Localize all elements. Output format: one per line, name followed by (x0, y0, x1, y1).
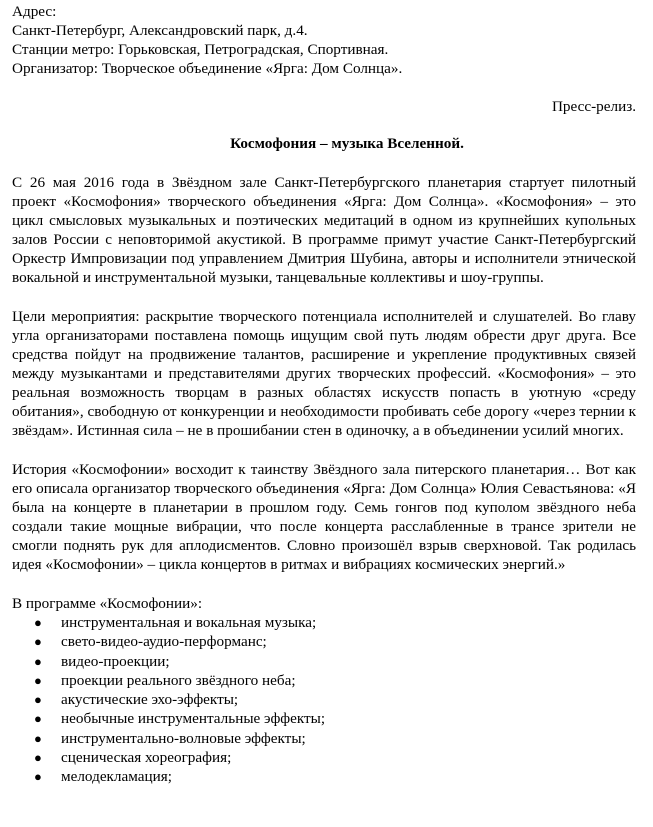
bullet-icon: ● (34, 750, 42, 766)
paragraph-goals: Цели мероприятия: раскрытие творческого потенциала исполнителей и слушателей. Во главу угла организаторами поставлена помощь ищущим свой путь людям обрести друг друга. Все средства пойдут на продвижение талантов, расширение и укрепление продуктивных связей между музыкантами и представителями других творческих профессий. «Космофония» – это реальная возможность творцам в разных областях искусств попасть в уютную «среду обитания», свободную от конкуренции и необходимости пробивать себе дорогу «через тернии к звёздам». Истинная сила – не в прошибании стен в одиночку, а в объединении усилий многих. (12, 308, 636, 439)
list-item (12, 690, 636, 709)
paragraph-history: История «Космофонии» восходит к таинству Звёздного зала питерского планетария… Вот как его описала организатор творческого объединения «Ярга: Дом Солнца» Юлия Севастьянова: «Я была на концерте в планетарии в прошлом году. Семь гонгов под куполом звёздного неба создали такие мощные вибрации, что после концерта расслабленные в трансе зрители не смогли поднять рук для аплодисментов. Словно произошёл взрыв сверхновой. Так родилась идея «Космофонии» – цикла концертов в ритмах и вибрациях космических энергий.» (12, 461, 636, 573)
list-item-text: свето-видео-аудио-перформанс; (61, 633, 267, 651)
list-item-text: инструментально-волновые эффекты; (61, 729, 306, 747)
bullet-icon: ● (34, 730, 42, 746)
address-organizer: Организатор: Творческое объединение «Ярга: Дом Солнца». (12, 60, 403, 77)
list-item-text: мелодекламация; (61, 768, 172, 786)
address-block (12, 2, 636, 78)
address-metro: Станции метро: Горьковская, Петроградская, Спортивная. (12, 41, 389, 58)
bullet-icon: ● (34, 769, 42, 785)
list-item-text: сценическая хореография; (61, 749, 232, 767)
bullet-icon: ● (34, 653, 42, 669)
list-item (12, 671, 636, 690)
address-street: Санкт-Петербург, Александровский парк, д.4. (12, 22, 308, 39)
press-release-label: Пресс-релиз. (551, 98, 636, 115)
list-item-text: проекции реального звёздного неба; (61, 671, 296, 689)
bullet-icon: ● (34, 634, 42, 650)
list-item-text: необычные инструментальные эффекты; (61, 710, 326, 728)
bullet-icon: ● (34, 692, 42, 708)
program-intro: В программе «Космофонии»: (12, 595, 203, 612)
list-item (12, 632, 636, 651)
list-item (12, 652, 636, 671)
list-item-text: инструментальная и вокальная музыка; (61, 614, 317, 631)
bullet-icon: ● (34, 711, 42, 727)
program-list (12, 613, 636, 787)
list-item (12, 748, 636, 767)
list-item (12, 767, 636, 786)
address-heading: Адрес: (12, 3, 57, 20)
bullet-icon: ● (34, 672, 42, 688)
list-item-text: видео-проекции; (61, 652, 170, 670)
list-item (12, 729, 636, 748)
list-item (12, 613, 636, 632)
bullet-icon: ● (34, 615, 42, 630)
document-title: Космофония – музыка Вселенной. (230, 135, 464, 152)
paragraph-intro: С 26 мая 2016 года в Звёздном зале Санкт-Петербургского планетария стартует пилотный проект «Космофония» творческого объединения «Ярга: Дом Солнца». «Космофония» – это цикл смысловых музыкальных и поэтических медитаций в одном из крупнейших купольных залов России с неповторимой акустикой. В программе примут участие Санкт-Петербургский Оркестр Импровизации под управлением Дмитрия Шубина, авторы и исполнители этнической вокальной и инструментальной музыки, танцевальные коллективы и шоу-группы. (12, 174, 636, 286)
list-item (12, 709, 636, 728)
document-page (12, 2, 636, 787)
list-item-text: акустические эхо-эффекты; (61, 691, 239, 709)
